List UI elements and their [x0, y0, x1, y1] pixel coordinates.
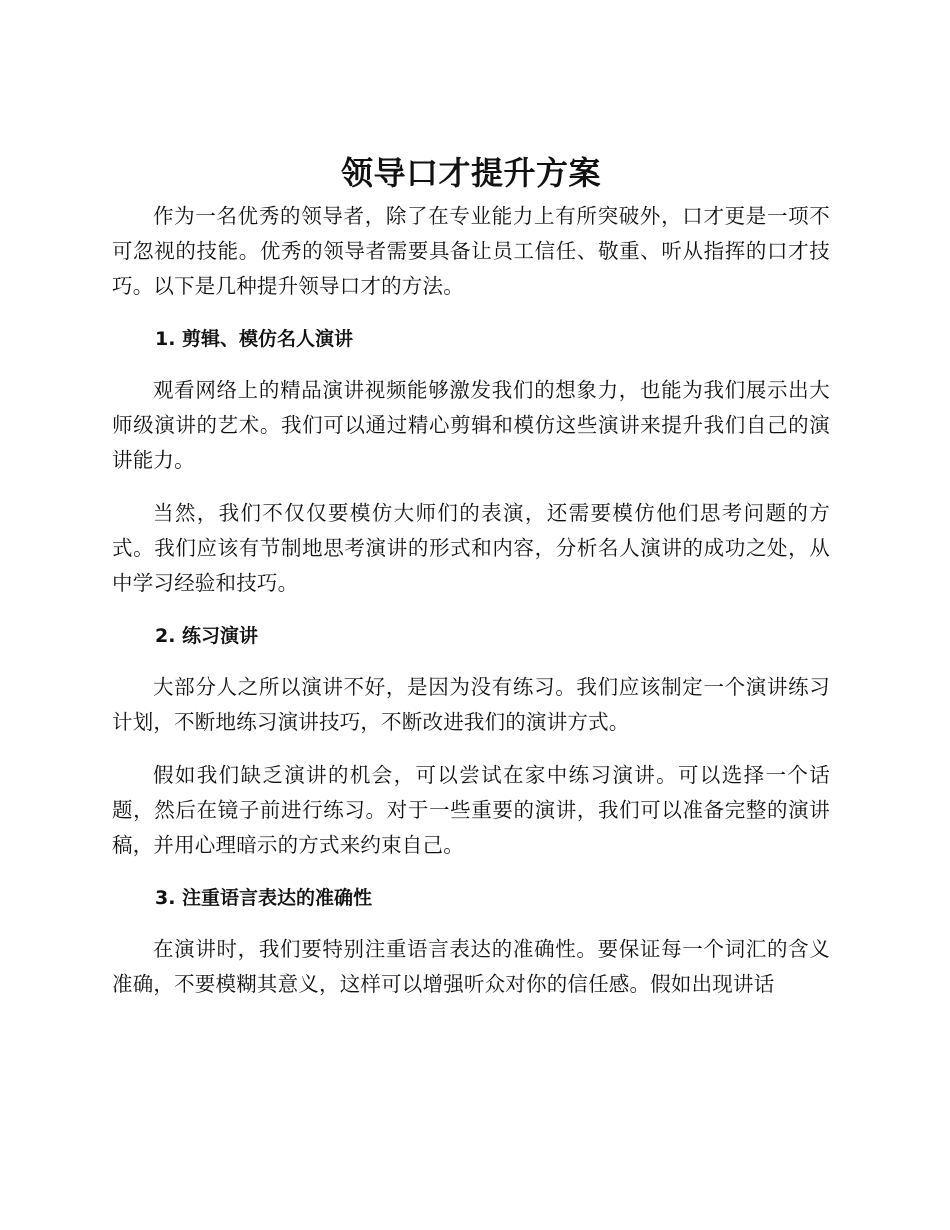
page-title: 领导口才提升方案: [340, 154, 601, 192]
section-3-paragraph-1: 在演讲时，我们要特别注重语言表达的准确性。要保证每一个词汇的含义准确，不要模糊其意义，这样可以增强听众对你的信任感。假如出现讲话: [112, 937, 830, 996]
section-2-paragraph-2: 假如我们缺乏演讲的机会，可以尝试在家中练习演讲。可以选择一个话题，然后在镜子前进行练习。对于一些重要的演讲，我们可以准备完整的演讲稿，并用心理暗示的方式来约束自己。: [112, 763, 830, 857]
document-body: [112, 150, 830, 1002]
intro-paragraph: 作为一名优秀的领导者，除了在专业能力上有所突破外，口才更是一项不可忽视的技能。优秀的领导者需要具备让员工信任、敬重、听从指挥的口才技巧。以下是几种提升领导口才的方法。: [112, 204, 830, 298]
section-1-heading: 1. 剪辑、模仿名人演讲: [155, 328, 354, 350]
section-2-heading: 2. 练习演讲: [155, 625, 259, 647]
section-1-paragraph-1: 观看网络上的精品演讲视频能够激发我们的想象力，也能为我们展示出大师级演讲的艺术。我们可以通过精心剪辑和模仿这些演讲来提升我们自己的演讲能力。: [112, 378, 830, 472]
section-1-paragraph-2: 当然，我们不仅仅要模仿大师们的表演，还需要模仿他们思考问题的方式。我们应该有节制地思考演讲的形式和内容，分析名人演讲的成功之处，从中学习经验和技巧。: [112, 501, 830, 595]
section-3-heading: 3. 注重语言表达的准确性: [155, 887, 373, 909]
section-2-paragraph-1: 大部分人之所以演讲不好，是因为没有练习。我们应该制定一个演讲练习计划，不断地练习演讲技巧，不断改进我们的演讲方式。: [112, 675, 830, 734]
